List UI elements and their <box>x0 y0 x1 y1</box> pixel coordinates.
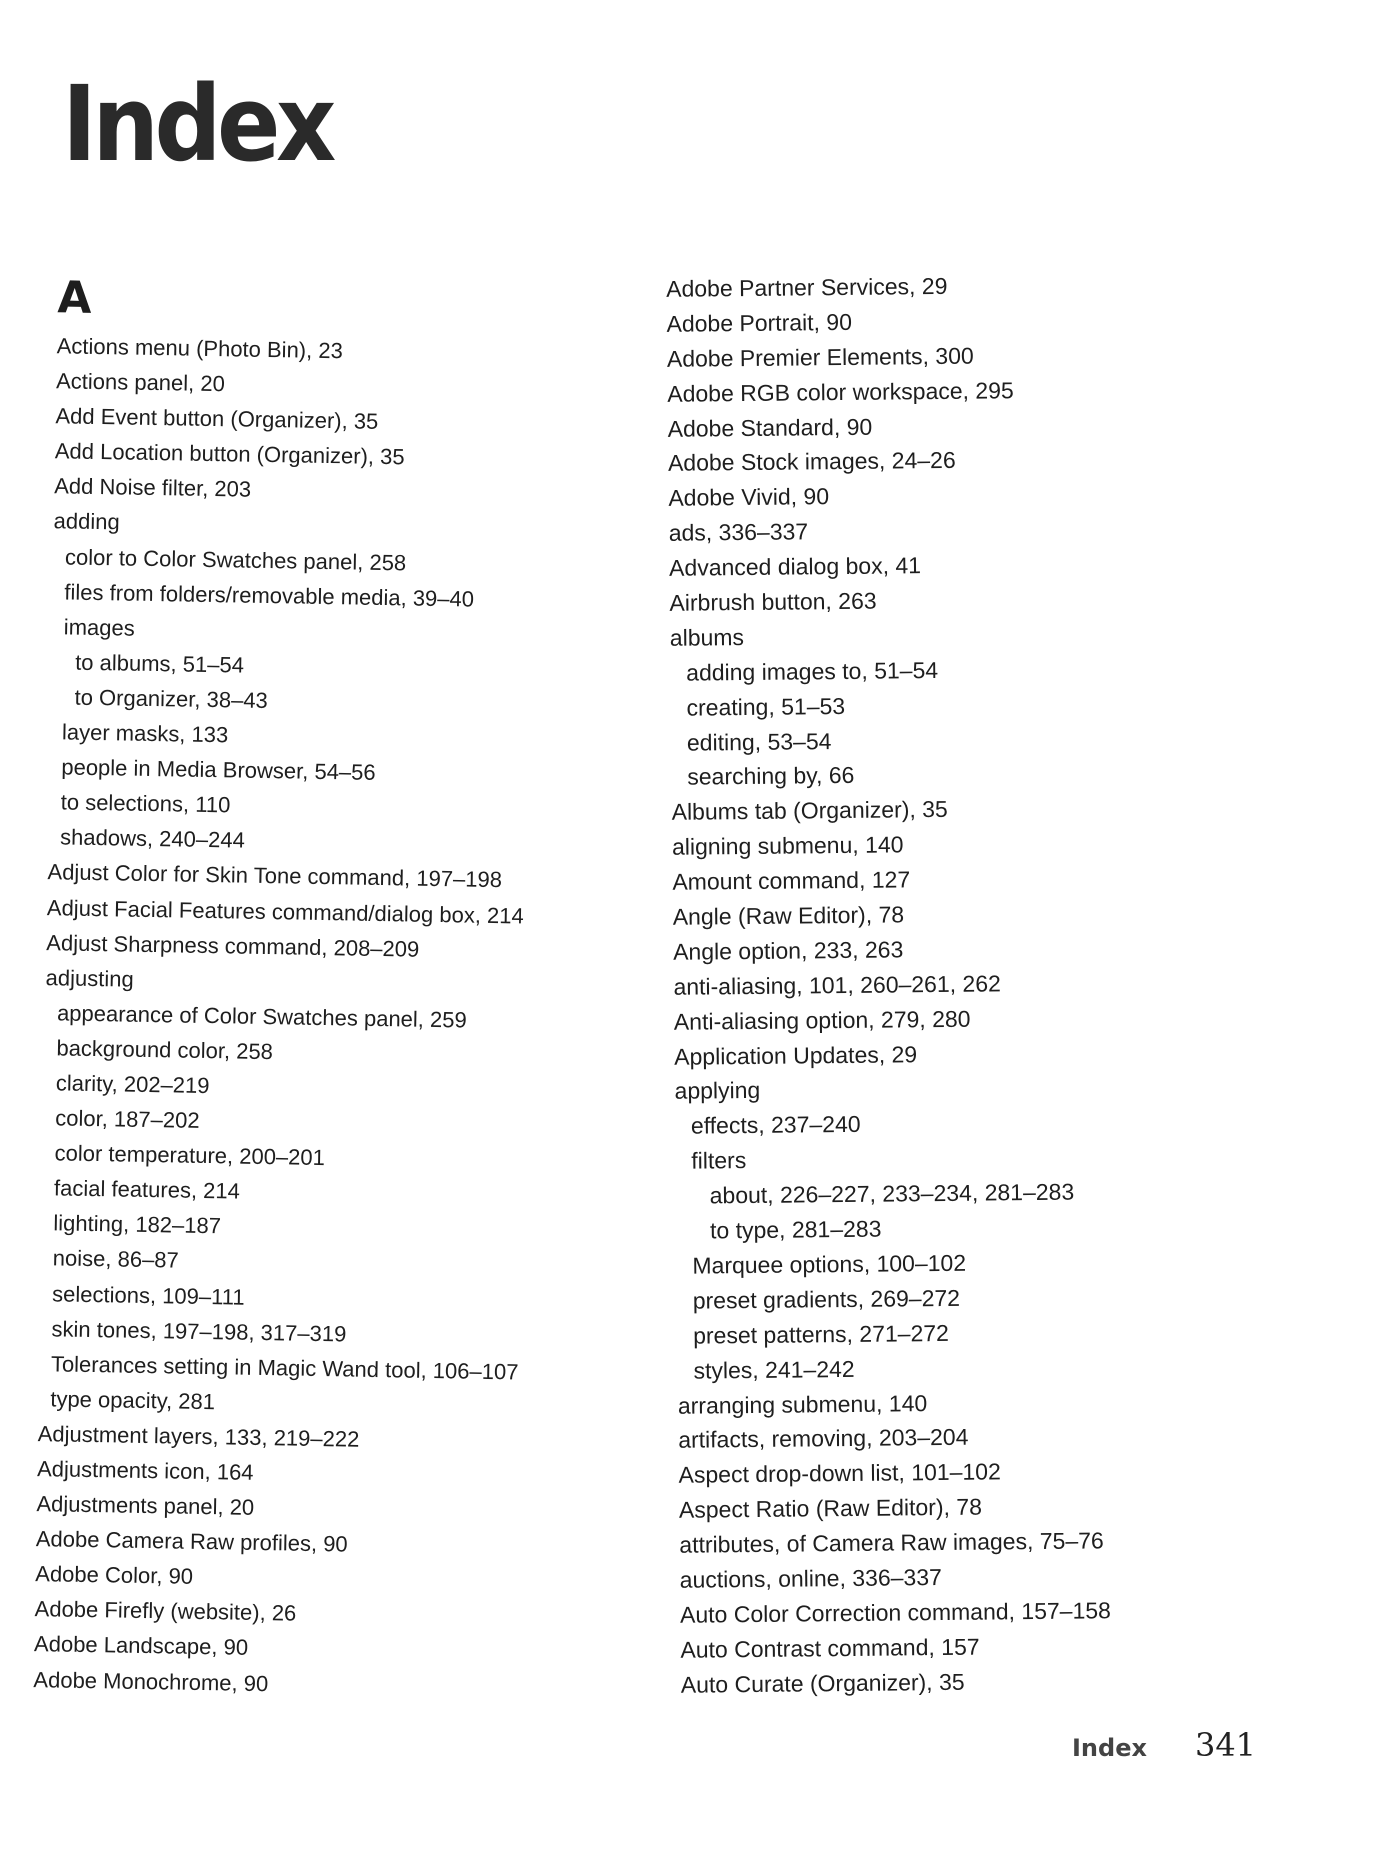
index-entry: clarity, 202–219 <box>55 1070 210 1099</box>
index-entry: Adobe RGB color workspace, 295 <box>667 376 1014 407</box>
index-entry: skin tones, 197–198, 317–319 <box>51 1315 347 1347</box>
index-entry: Adobe Landscape, 90 <box>33 1631 249 1661</box>
index-entry: color temperature, 200–201 <box>54 1140 326 1171</box>
index-entry: color, 187–202 <box>55 1105 200 1133</box>
index-entry: Adobe Firefly (website), 26 <box>34 1596 297 1627</box>
index-entry: Adjust Color for Skin Tone command, 197–198 <box>47 859 503 893</box>
index-entry: Adjustment layers, 133, 219–222 <box>37 1421 360 1452</box>
index-entry: files from folders/removable media, 39–40 <box>64 579 475 612</box>
index-entry: Amount command, 127 <box>672 866 911 895</box>
index-entry: albums <box>669 623 745 651</box>
index-column-right <box>650 266 1265 1703</box>
footer-section-label: Index <box>1072 1734 1147 1762</box>
index-entry: Advanced dialog box, 41 <box>668 552 922 581</box>
index-entry: effects, 237–240 <box>690 1111 861 1139</box>
index-entry: layer masks, 133 <box>61 719 229 748</box>
page-number: 341 <box>1194 1726 1257 1764</box>
index-entry: Adobe Partner Services, 29 <box>666 272 948 302</box>
index-entry: artifacts, removing, 203–204 <box>678 1424 969 1454</box>
index-entry: to albums, 51–54 <box>74 649 245 678</box>
index-entry: Aspect Ratio (Raw Editor), 78 <box>678 1493 983 1523</box>
index-entry: Albums tab (Organizer), 35 <box>671 796 948 826</box>
index-entry: facial features, 214 <box>53 1175 241 1204</box>
index-entry: Aspect drop-down list, 101–102 <box>678 1458 1001 1489</box>
page-footer <box>1072 1726 1256 1764</box>
index-entry: searching by, 66 <box>687 762 855 791</box>
index-entry: color to Color Swatches panel, 258 <box>64 544 407 575</box>
index-entry: noise, 86–87 <box>52 1245 179 1273</box>
index-entry: Application Updates, 29 <box>674 1040 918 1070</box>
index-entry: Angle (Raw Editor), 78 <box>672 901 905 930</box>
index-entry: people in Media Browser, 54–56 <box>61 754 376 786</box>
index-entry: Adobe Vivid, 90 <box>668 483 830 512</box>
index-column-left <box>17 272 642 1707</box>
index-entry: Adjust Sharpness command, 208–209 <box>46 929 420 962</box>
index-entry: to type, 281–283 <box>709 1215 882 1244</box>
index-entry: Adobe Camera Raw profiles, 90 <box>35 1526 348 1557</box>
index-entry: Auto Color Correction command, 157–158 <box>679 1597 1112 1628</box>
index-entry: Adjustments icon, 164 <box>36 1456 254 1485</box>
index-entry: Adobe Premier Elements, 300 <box>666 342 974 372</box>
index-entry: attributes, of Camera Raw images, 75–76 <box>679 1527 1104 1558</box>
index-entry: Marquee options, 100–102 <box>692 1249 967 1279</box>
index-entry: selections, 109–111 <box>51 1280 245 1310</box>
index-entry: Auto Curate (Organizer), 35 <box>680 1668 965 1698</box>
index-entry: Adobe Portrait, 90 <box>666 308 853 337</box>
index-entry: arranging submenu, 140 <box>677 1389 928 1419</box>
index-entry: creating, 51–53 <box>686 692 846 721</box>
index-entry: Actions panel, 20 <box>55 368 226 397</box>
index-entry: Adobe Color, 90 <box>35 1561 194 1590</box>
index-entry: Add Location button (Organizer), 35 <box>54 438 405 470</box>
index-entry: type opacity, 281 <box>50 1386 216 1415</box>
index-entry: to Organizer, 38–43 <box>74 684 269 713</box>
index-entry: ads, 336–337 <box>668 518 809 547</box>
index-entry: adding <box>53 508 120 535</box>
index-entry: auctions, online, 336–337 <box>679 1563 942 1593</box>
index-entry: background color, 258 <box>56 1035 274 1065</box>
index-entry: Adjustments panel, 20 <box>36 1491 255 1520</box>
index-entry: preset patterns, 271–272 <box>693 1319 950 1349</box>
index-entry: about, 226–227, 233–234, 281–283 <box>709 1178 1075 1209</box>
index-entry: Auto Contrast command, 157 <box>680 1633 980 1663</box>
index-entry: Tolerances setting in Magic Wand tool, 106–107 <box>50 1351 519 1385</box>
index-entry: editing, 53–54 <box>686 727 832 756</box>
index-entry: anti-aliasing, 101, 260–261, 262 <box>673 970 1001 1000</box>
index-entry: lighting, 182–187 <box>53 1210 222 1239</box>
index-entry: appearance of Color Swatches panel, 259 <box>56 1000 467 1033</box>
index-entry: preset gradients, 269–272 <box>692 1284 961 1314</box>
index-entry: adding images to, 51–54 <box>686 656 939 686</box>
index-entry: Angle option, 233, 263 <box>672 936 904 965</box>
index-entry: images <box>63 614 135 641</box>
index-entry: Adobe Monochrome, 90 <box>33 1666 269 1696</box>
index-entry: aligning submenu, 140 <box>671 831 904 861</box>
index-entry: applying <box>674 1077 761 1105</box>
index-entry: adjusting <box>45 964 134 992</box>
section-letter: A <box>57 272 93 324</box>
index-entry: shadows, 240–244 <box>59 824 246 853</box>
index-entry: Airbrush button, 263 <box>669 587 877 616</box>
index-entry: Add Noise filter, 203 <box>54 473 252 503</box>
page-title: Index <box>62 63 332 185</box>
index-entry: Adobe Stock images, 24–26 <box>667 447 956 477</box>
index-entry: Adobe Standard, 90 <box>667 413 873 442</box>
index-entry: styles, 241–242 <box>693 1355 855 1384</box>
index-entry: Anti-aliasing option, 279, 280 <box>673 1005 971 1035</box>
index-entry: filters <box>691 1147 747 1174</box>
index-entry: Adjust Facial Features command/dialog box, 214 <box>46 894 524 929</box>
index-entry: Add Event button (Organizer), 35 <box>55 403 379 435</box>
index-entry: Actions menu (Photo Bin), 23 <box>56 333 344 364</box>
index-entry: to selections, 110 <box>60 789 231 818</box>
